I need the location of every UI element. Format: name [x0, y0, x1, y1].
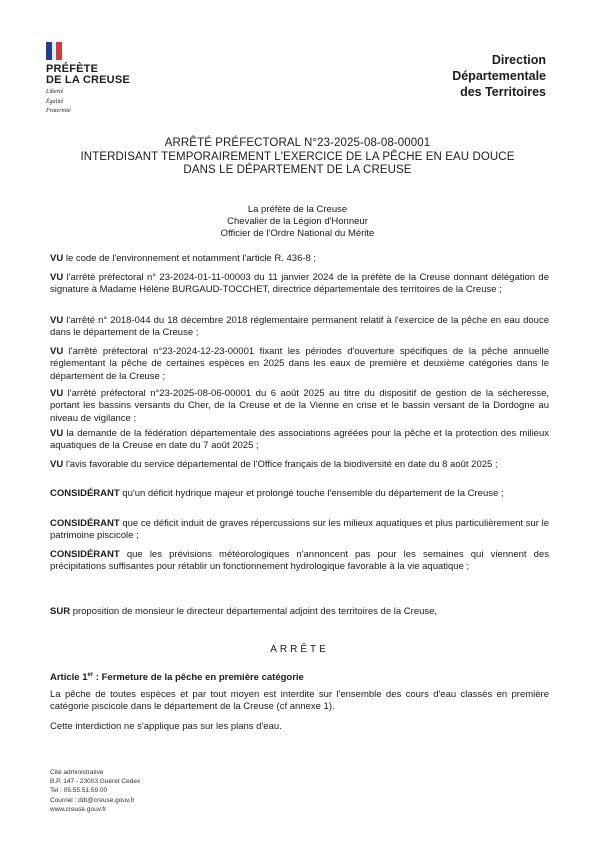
vu-arrete-secheresse: VU l'arrêté préfectoral n°23-2025-08-06-00001 du 6 août 2025 au titre du dispositif de gestion de la sécheresse, portant les bassins versants du Cher, de la Creuse et de la Vienne en crise et le bassin versant de la Dordogne au niveau de vigilance ; [50, 388, 549, 424]
vu-arrete-ouverture: VU l'arrêté préfectoral n°23-2024-12-23-00001 fixant les périodes d'ouverture spécifiques de la pêche annuelle réglementant la pêche de certaines espèces en 2025 dans les eaux de première et deuxième catégories dans le département de la Creuse ; [50, 346, 549, 382]
vu-delegation-signature: VU l'arrêté préfectoral n° 23-2024-01-11-00003 du 11 janvier 2024 de la préfète de la Creuse donnant délégation de signature à Madame Hélène BURGAUD-TOCCHET, directrice départementale des territoires de la Creuse ; [50, 272, 549, 296]
vu-arrete-2018: VU l'arrêté n° 2018-044 du 18 décembre 2018 réglementaire permanent relatif à l'exercice de la pêche en eau douce dans le département de la Creuse ; [50, 315, 549, 339]
direction-line-1: Direction [491, 53, 546, 67]
logo-line-1: PRÉFÈTE [46, 63, 99, 75]
article-1-heading: Article 1er : Fermeture de la pêche en première catégorie [50, 672, 304, 684]
signatory-line-3: Officier de l'Ordre National du Mérite [220, 228, 375, 239]
footer-phone: Tel : 05.55.51.59.00 [50, 787, 108, 795]
direction-line-3: des Territoires [460, 85, 546, 99]
title-line-1: ARRÊTÉ PRÉFECTORAL N°23-2025-08-08-00001 [164, 137, 431, 149]
motto-egalite: Égalité [46, 98, 64, 105]
sur-proposition: SUR proposition de monsieur le directeur départemental adjoint des territoires de la Creuse, [50, 606, 438, 617]
footer-address-1: Cité administrative [50, 769, 104, 776]
footer-website-link[interactable]: www.creuse.gouv.fr [50, 805, 107, 813]
document-title [60, 137, 535, 178]
arrete-heading: ARRÊTE [270, 644, 329, 655]
considerant-previsions: CONSIDÉRANT que les prévisions météorologiques n'annoncent pas pour les semaines qui viennent des précipitations suffisantes pour rétablir un fonctionnement hydrologique favorable à la vie aquatique ; [50, 549, 549, 573]
article-1-paragraph-1: La pêche de toutes espèces et par tout moyen est interdite sur l'ensemble des cours d'eau classés en première catégorie piscicole dans le département de la Creuse (cf annexe 1). [50, 689, 549, 713]
vu-avis-ofb: VU l'avis favorable du service départemental de l'Office français de la biodiversité en date du 8 août 2025 ; [50, 459, 498, 470]
considerant-deficit: CONSIDÉRANT qu'un déficit hydrique majeur et prolongé touche l'ensemble du département de la Creuse ; [50, 488, 504, 499]
considerant-repercussions: CONSIDÉRANT que ce déficit induit de graves répercussions sur les milieux aquatiques et plus particulièrement sur le patrimoine piscicole ; [50, 518, 549, 542]
footer-contact [50, 768, 190, 814]
footer-email-link[interactable]: Courriel : ddt@creuse.gouv.fr [50, 796, 135, 804]
logo-line-2: DE LA CREUSE [46, 74, 130, 86]
direction-line-2: Départementale [452, 69, 546, 83]
vu-demande-federation: VU la demande de la fédération départementale des associations agréées pour la pêche et la protection des milieux aquatiques de la Creuse en date du 7 août 2025 ; [50, 428, 549, 452]
signatory-line-1: La préfète de la Creuse [247, 204, 348, 215]
prefecture-logo [46, 42, 166, 115]
motto-fraternite: Fraternité [46, 108, 71, 114]
vu-code-environnement: VU le code de l'environnement et notamment l'article R. 436-8 ; [50, 253, 317, 264]
signatory-block [140, 204, 455, 240]
marianne-logo-icon [46, 42, 62, 60]
issuing-service [376, 52, 546, 100]
signatory-line-2: Chevalier de la Légion d'Honneur [227, 216, 368, 227]
title-line-2: INTERDISANT TEMPORAIREMENT L'EXERCICE DE LA PÊCHE EN EAU DOUCE [80, 150, 515, 163]
footer-address-2: B.P. 147 - 23003 Guéret Cedex [50, 778, 141, 786]
title-line-3: DANS LE DÉPARTEMENT DE LA CREUSE [183, 164, 412, 176]
motto-liberte: Liberté [46, 89, 64, 95]
article-1-paragraph-2: Cette interdiction ne s'applique pas sur les plans d'eau. [50, 721, 282, 732]
